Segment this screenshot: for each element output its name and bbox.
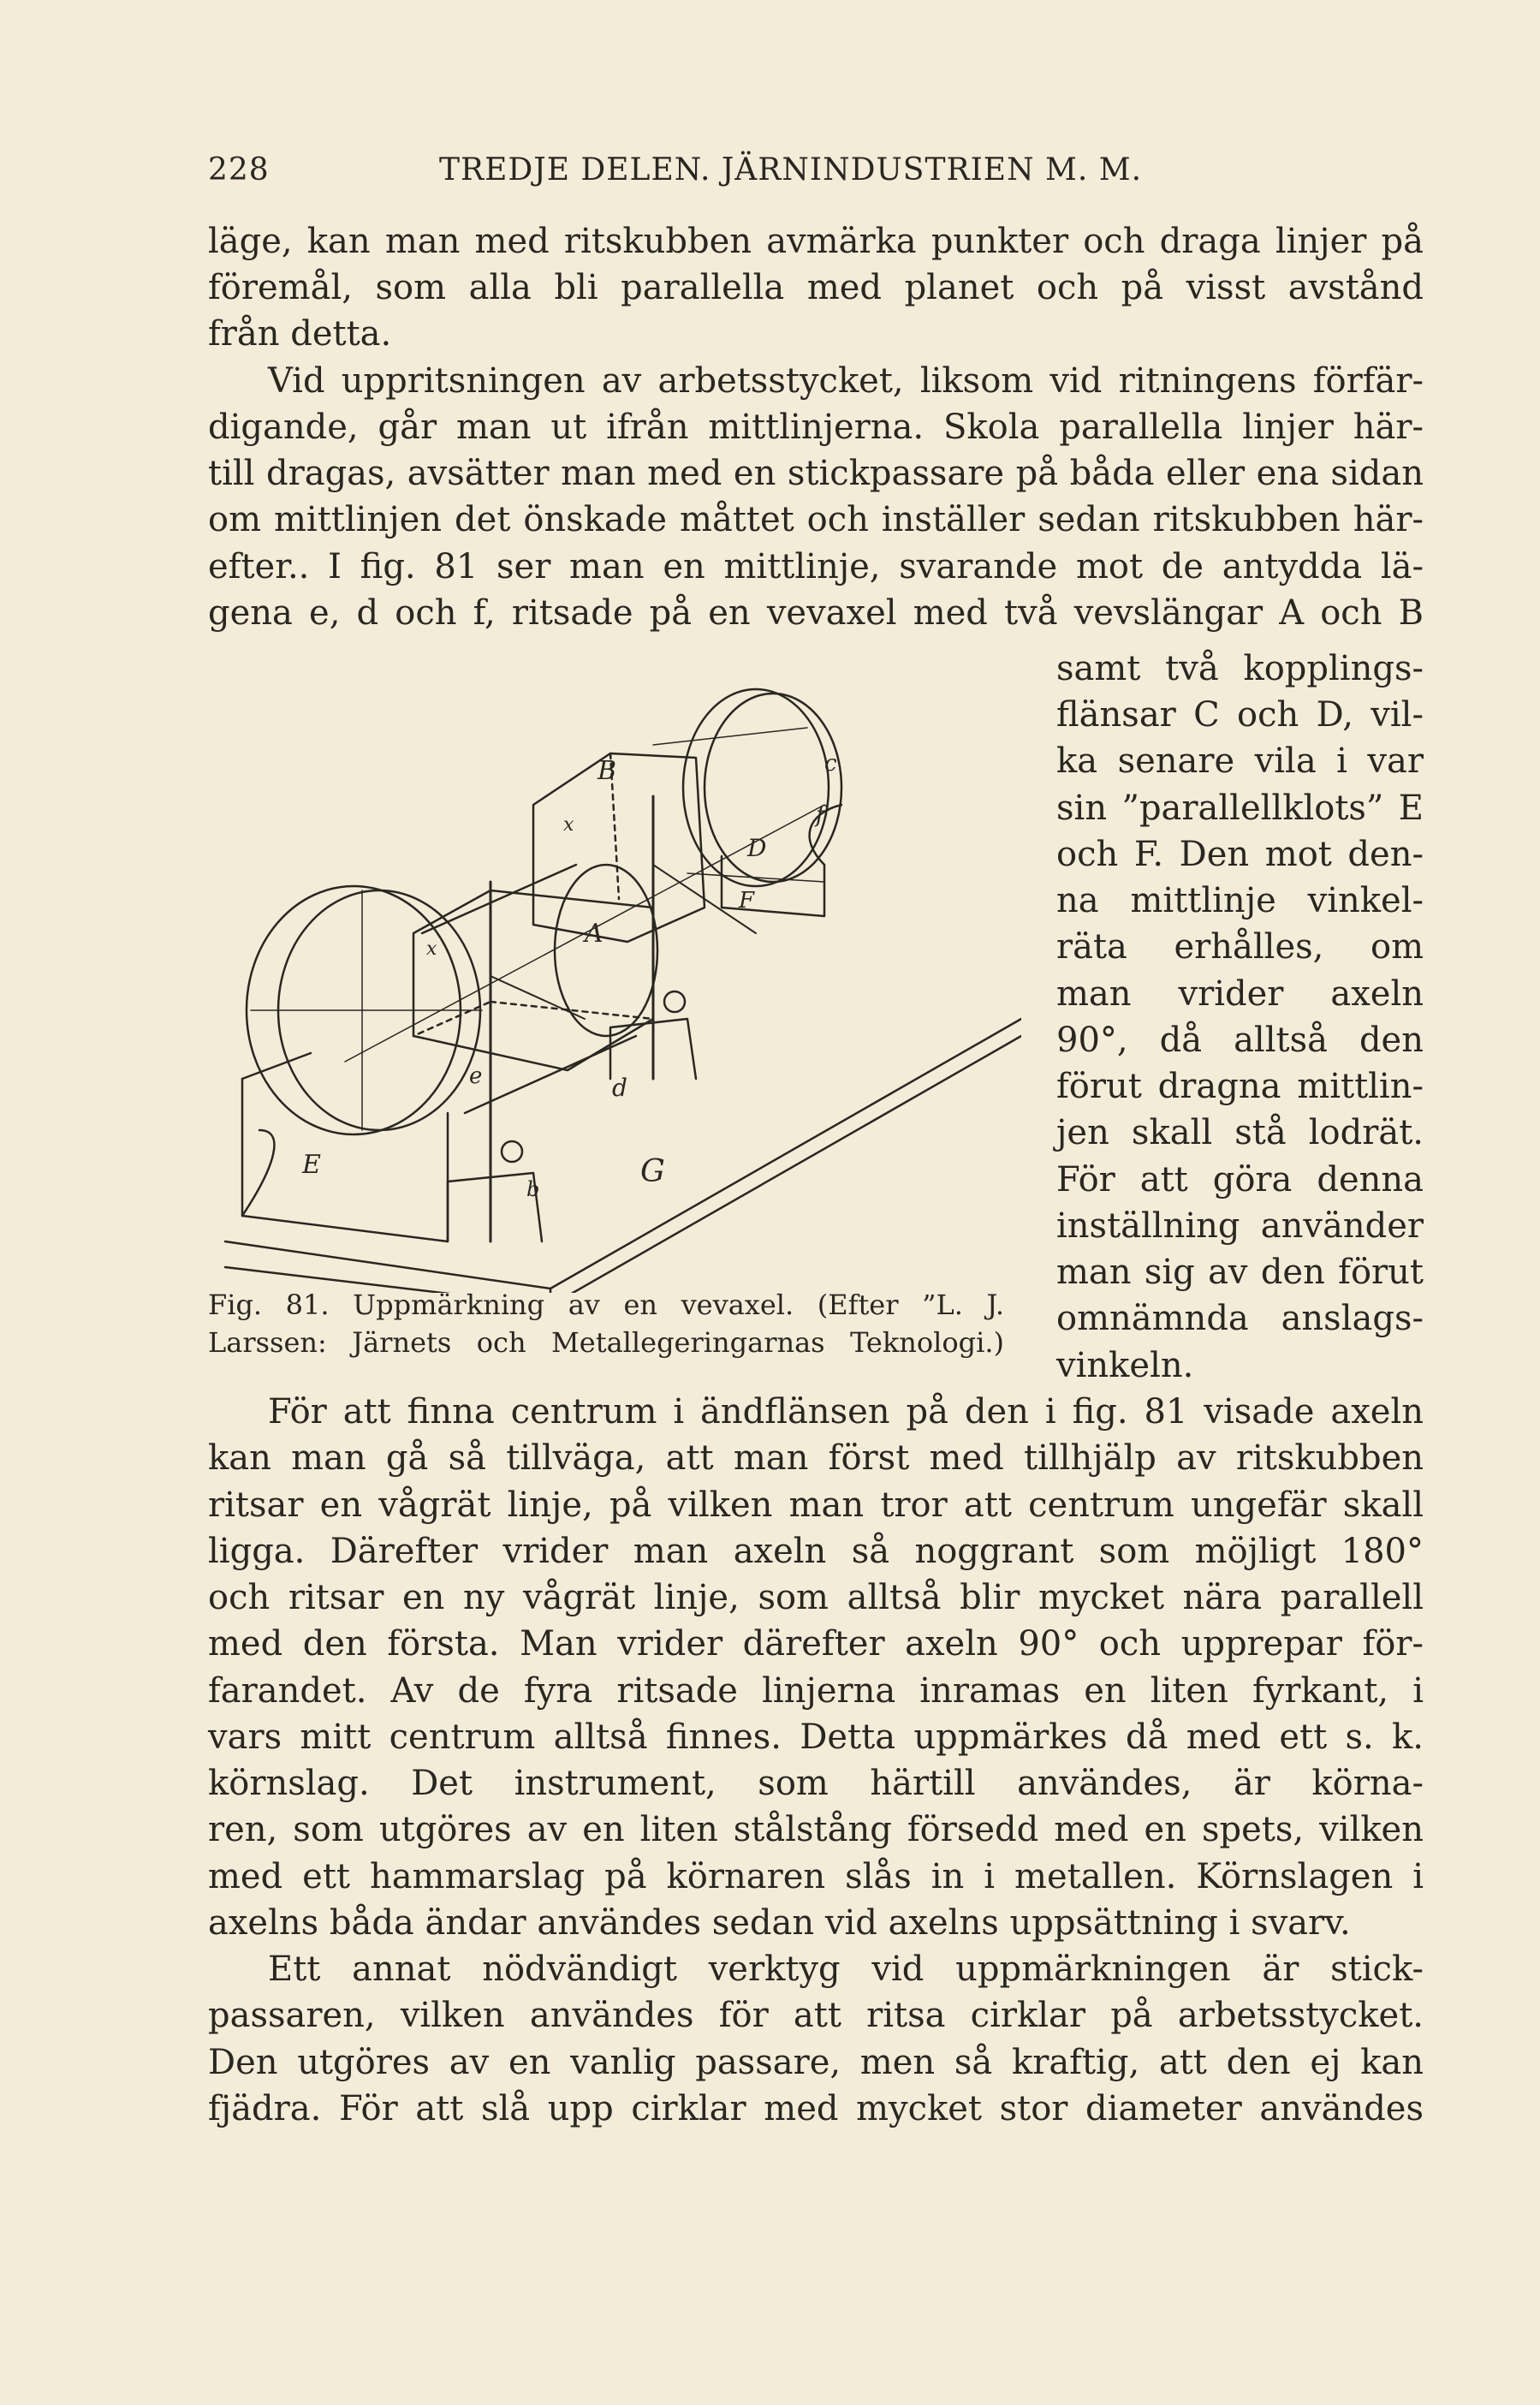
text-line: vars mitt centrum alltså finnes. Detta uppmärkes då med ett s. k. (208, 1717, 1424, 1757)
text-line: Den utgöres av en vanlig passare, men så kraftig, att den ej kan (208, 2043, 1424, 2082)
text-line: körnslag. Det instrument, som härtill användes, är körna- (208, 1764, 1424, 1803)
text-line: vinkeln. (1056, 1346, 1194, 1385)
text-line: digande, går man ut ifrån mittlinjerna. Skola parallella linjer här- (208, 408, 1424, 447)
label-b: B (598, 756, 617, 786)
label-D: D (747, 834, 767, 862)
text-line: läge, kan man med ritskubben avmärka punkter och draga linjer på (208, 222, 1424, 261)
text-line: passaren, vilken användes för att ritsa cirklar på arbetsstycket. (208, 1996, 1424, 2035)
text-line: inställning använder (1056, 1206, 1424, 1246)
label-x2: x (563, 814, 574, 836)
text-line: med den första. Man vrider därefter axeln 90° och upprepar för- (208, 1624, 1424, 1664)
text-line: ligga. Därefter vrider man axeln så noggrant som möjligt 180° (208, 1532, 1424, 1571)
label-f: f (816, 802, 824, 828)
text-line: kan man gå så tillväga, att man först med tillhjälp av ritskubben (208, 1438, 1424, 1478)
label-d: d (612, 1074, 627, 1102)
text-line: och ritsar en ny vågrät linje, som alltså blir mycket nära parallell (208, 1578, 1424, 1617)
text-line: med ett hammarslag på körnaren slås in i metallen. Körnslagen i (208, 1857, 1424, 1896)
text-line: axelns båda ändar användes sedan vid axelns uppsättning i svarv. (208, 1903, 1351, 1943)
text-line: samt två kopplings- (1056, 649, 1424, 688)
figure-81 (208, 651, 1021, 1293)
text-line: flänsar C och D, vil- (1056, 695, 1424, 735)
label-G: G (640, 1154, 665, 1189)
text-line: ren, som utgöres av en liten stålstång försedd med en spets, vilken (208, 1810, 1424, 1849)
text-line: Ett annat nödvändigt verktyg vid uppmärkningen är stick- (268, 1950, 1424, 1989)
text-line: na mittlinje vinkel- (1056, 881, 1424, 920)
text-line: För att finna centrum i ändflänsen på den i fig. 81 visade axeln (268, 1392, 1424, 1432)
text-line: farandet. Av de fyra ritsade linjerna inramas en liten fyrkant, i (208, 1671, 1424, 1711)
label-e: e (469, 1063, 483, 1089)
crankshaft-illustration (208, 651, 1021, 1293)
text-line: fjädra. För att slå upp cirklar med mycket stor diameter användes (208, 2089, 1424, 2128)
text-line: från detta. (208, 314, 392, 354)
label-a: A (585, 919, 604, 949)
text-line: efter.. I fig. 81 ser man en mittlinje, svarande mot de antydda lä- (208, 547, 1424, 586)
text-line: omnämnda anslags- (1056, 1299, 1424, 1338)
text-line: För att göra denna (1056, 1160, 1424, 1200)
text-line: sin ”parallellklots” E (1056, 789, 1424, 828)
text-line: förut dragna mittlin- (1056, 1067, 1424, 1106)
label-F: F (739, 888, 755, 914)
text-line: till dragas, avsätter man med en stickpassare på båda eller ena sidan (208, 454, 1424, 493)
text-line: man vrider axeln (1056, 974, 1424, 1014)
label-E: E (302, 1150, 321, 1180)
text-line: 90°, då alltså den (1056, 1021, 1424, 1060)
page-number: 228 (208, 152, 270, 188)
text-line: räta erhålles, om (1056, 927, 1424, 967)
running-header (208, 152, 1424, 204)
text-line: föremål, som alla bli parallella med planet och på visst avstånd (208, 268, 1424, 307)
text-line: och F. Den mot den- (1056, 835, 1424, 874)
label-b2: b (526, 1177, 540, 1201)
text-line: ritsar en vågrät linje, på vilken man tror att centrum ungefär skall (208, 1485, 1424, 1525)
label-x1: x (426, 938, 437, 960)
text-line: gena e, d och f, ritsade på en vevaxel med två vevslängar A och B (208, 593, 1424, 633)
text-line: om mittlinjen det önskade måttet och inställer sedan ritskubben här- (208, 500, 1424, 539)
label-c: c (824, 751, 837, 777)
figure-caption-line: Larssen: Järnets och Metallegeringarnas Teknologi.) (208, 1326, 1004, 1359)
running-title: TREDJE DELEN. JÄRNINDUSTRIEN M. M. (439, 152, 1143, 188)
text-line: Vid uppritsningen av arbetsstycket, liksom vid ritningens förfär- (268, 361, 1424, 401)
text-line: jen skall stå lodrät. (1056, 1113, 1424, 1152)
text-line: ka senare vila i var (1056, 741, 1424, 781)
text-line: man sig av den förut (1056, 1253, 1424, 1292)
figure-caption-line: Fig. 81. Uppmärkning av en vevaxel. (Efter ”L. J. (208, 1289, 1004, 1321)
